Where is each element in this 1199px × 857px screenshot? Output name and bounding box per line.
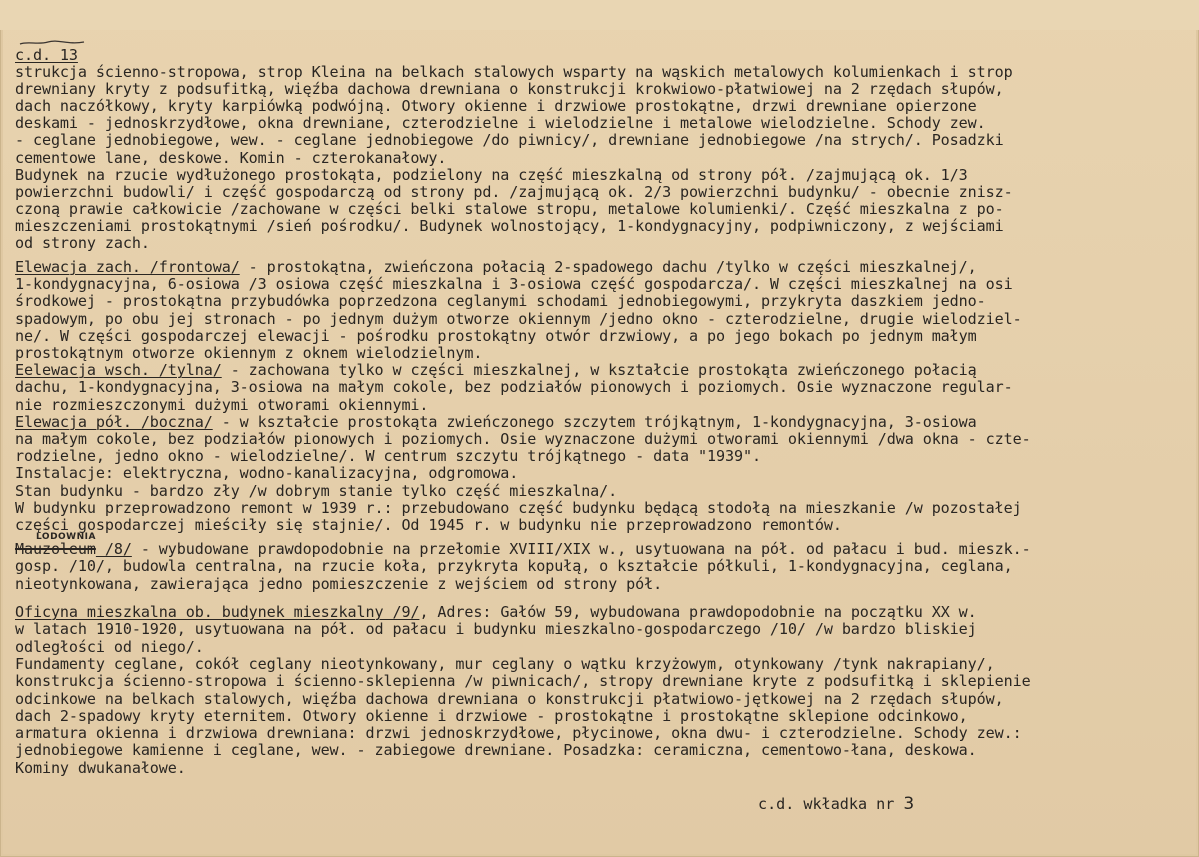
line-text: konstrukcja ścienno-stropowa i ścienno-sklepienna /w piwnicach/, stropy drewniane kryte z podsufitką i sklepienie — [15, 672, 1031, 691]
text-line — [15, 218, 1004, 235]
text-line — [15, 184, 1013, 201]
section-heading: Elewacja pół. /boczna/ — [15, 412, 213, 431]
text-line — [15, 742, 977, 759]
text-line — [15, 397, 428, 414]
line-text: drewniany kryty z podsufitką, więźba dachowa drewniana o konstrukcji krokwiowo-płatwiowej na 2 rzędach słupów, — [15, 80, 1004, 99]
line-text: dachu, 1-kondygnacyjna, 3-osiowa na małym cokole, bez podziałów pionowych i poziomych. Osie wyznaczone regular- — [15, 378, 1013, 397]
text-line — [15, 328, 977, 345]
text-line — [15, 431, 1031, 448]
text-line — [15, 760, 186, 777]
line-text: W budynku przeprowadzono remont w 1939 r.: przebudowano część budynku będącą stodołą na mieszkanie /w pozostałej — [15, 498, 1022, 517]
text-line — [15, 604, 977, 621]
text-line — [15, 115, 986, 132]
text-line — [15, 311, 1022, 328]
line-text: jednobiegowe kamienne i ceglane, wew. - zabiegowe drewniane. Posadzka: ceramiczna, cementowo-łana, deskowa. — [15, 741, 977, 760]
page-header: c.d. 13 — [15, 46, 78, 64]
text-line — [15, 621, 977, 638]
text-line — [15, 379, 1013, 396]
text-line — [15, 345, 482, 362]
text-line — [15, 517, 842, 534]
line-text: armatura okienna i drzwiowa drewniana: drzwi jednoskrzydłowe, płycinowe, okna dwu- i czterodzielne. Schody zew.: — [15, 724, 1022, 743]
text-line — [15, 558, 1013, 575]
text-line — [15, 150, 446, 167]
line-text: dach 2-spadowy kryty eternitem. Otwory okienne i drzwiowe - prostokątne i prostokątne sklepione odcinkowo, — [15, 706, 968, 725]
text-line — [15, 541, 1031, 558]
text-line — [15, 673, 1031, 690]
line-text: Stan budynku - bardzo zły /w dobrym stanie tylko część mieszkalna/. — [15, 481, 618, 500]
line-text: nie rozmieszczonymi dużymi otworami okiennymi. — [15, 395, 429, 414]
line-text: 1-kondygnacyjna, 6-osiowa /3 osiowa część mieszkalna i 3-osiowa część gospodarcza/. W części mieszkalnej na osi — [15, 275, 1013, 294]
line-text: spadowym, po obu jej stronach - po jednym dużym otworze okiennym /jedno okno - czterodzielne, drugie wielodziel- — [15, 309, 1022, 328]
text-line — [15, 362, 977, 379]
text-line — [15, 167, 968, 184]
line-text: - wybudowane prawdopodobnie na przełomie XVIII/XIX w., usytuowana na pół. od pałacu i bud. mieszk.- — [131, 540, 1031, 558]
text-line — [15, 691, 1004, 708]
line-text: części gospodarczej mieściły się stajnie/. Od 1945 r. w budynku nie przeprowadzono remontów. — [15, 516, 842, 534]
text-line — [15, 708, 968, 725]
section-heading: Elewacja zach. /frontowa/ — [15, 258, 240, 276]
section-heading: /8/ — [95, 540, 132, 558]
top-strip — [0, 0, 1199, 30]
line-text: prostokątnym otworze okiennym z oknem wielodzielnym. — [15, 344, 483, 362]
text-line — [15, 64, 1013, 81]
text-line — [15, 639, 204, 656]
text-line — [15, 276, 1013, 293]
footer — [758, 794, 914, 814]
line-text: odcinkowe na belkach stalowych, więźba dachowa drewniana o konstrukcji płatwiowo-jętkowej na 2 rzędach słupów, — [15, 689, 1004, 708]
footer-number: 3 — [903, 794, 915, 814]
section-heading: Oficyna mieszkalna ob. budynek mieszkalny /9/ — [15, 603, 420, 621]
line-text: dach naczółkowy, kryty karpiówką podwójną. Otwory okienne i drzwiowe prostokątne, drzwi drewniane opierzone — [15, 97, 977, 116]
line-text: - ceglane jednobiegowe, wew. - ceglane jednobiegowe /do piwnicy/, drewniane jednobiegowe /na strych/. Posadzki — [15, 131, 1004, 150]
line-text: Kominy dwukanałowe. — [15, 758, 186, 777]
line-text: deskami - jednoskrzydłowe, okna drewniane, czterodzielne i wielodzielne i metalowe wielodzielne. Schody zew. — [15, 114, 986, 133]
line-text: w latach 1910-1920, usytuowana na pół. od pałacu i budynku mieszkalno-gospodarczego /10/ /w bardzo bliskiej — [15, 620, 977, 639]
text-line — [15, 201, 1004, 218]
line-text: cementowe lane, deskowe. Komin - czterokanałowy. — [15, 148, 447, 167]
line-text: mieszczeniami prostokątnymi /sień pośrodku/. Budynek wolnostojący, 1-kondygnacyjny, podpiwniczony, z wejściami — [15, 216, 1004, 235]
handwritten-note: LODOWNIA — [36, 532, 96, 542]
text-line — [15, 132, 1004, 149]
line-text: gosp. /10/, budowla centralna, na rzucie koła, przykryta kopułą, o kształcie półkuli, 1-kondygnacyjna, ceglana, — [15, 557, 1013, 576]
text-line — [15, 725, 1022, 742]
text-line — [15, 465, 518, 482]
line-text: Budynek na rzucie wydłużonego prostokąta, podzielony na część mieszkalną od strony pół. /zajmującą ok. 1/3 — [15, 165, 968, 184]
line-text: powierzchni budowli/ i część gospodarczą od strony pd. /zajmującą ok. 2/3 powierzchni budynku/ - obecnie znisz- — [15, 182, 1013, 201]
line-text: czoną prawie całkowicie /zachowane w części belki stalowe stropu, metalowe kolumienki/. Część mieszkalna z po- — [15, 199, 1004, 218]
text-line — [15, 293, 986, 310]
text-line — [15, 448, 761, 465]
line-text: Instalacje: elektryczna, wodno-kanalizacyjna, odgromowa. — [15, 464, 519, 483]
line-text: - prostokątna, zwieńczona połacią 2-spadowego dachu /tylko w części mieszkalnej/, — [239, 258, 977, 276]
line-text: nieotynkowana, zawierająca jedno pomieszczenie z wejściem od strony pół. — [15, 574, 663, 593]
line-text: Fundamenty ceglane, cokół ceglany nieotynkowany, mur ceglany o wątku krzyżowym, otynkowany /tynk nakrapiany/, — [15, 654, 995, 673]
struck-word: Mauzoleum — [15, 540, 96, 558]
footer-label: c.d. wkładka nr — [758, 795, 895, 813]
text-line — [15, 500, 1022, 517]
text-line — [15, 414, 977, 431]
text-line — [15, 576, 662, 593]
line-text: na małym cokole, bez podziałów pionowych i poziomych. Osie wyznaczone dużymi otworami okiennymi /dwa okna - czte- — [15, 430, 1031, 448]
text-line — [15, 656, 995, 673]
text-line — [15, 235, 150, 252]
line-text: - w kształcie prostokąta zwieńczonego szczytem trójkątnym, 1-kondygnacyjna, 3-osiowa — [212, 412, 977, 431]
line-text: ne/. W części gospodarczej elewacji - pośrodku prostokątny otwór drzwiowy, a po jego bokach po jednym małym — [15, 326, 977, 345]
line-text: odległości od niego/. — [15, 637, 204, 656]
line-text: , Adres: Gałów 59, wybudowana prawdopodobnie na początku XX w. — [419, 603, 977, 621]
text-line — [15, 98, 977, 115]
line-text: od strony zach. — [15, 234, 150, 252]
line-text: rodzielne, jedno okno - wielodzielne/. W centrum szczytu trójkątnego - data "1939". — [15, 447, 761, 466]
line-text: - zachowana tylko w części mieszkalnej, w kształcie prostokąta zwieńczonego połacią — [221, 361, 977, 380]
text-line — [15, 81, 1004, 98]
line-text: strukcja ścienno-stropowa, strop Kleina na belkach stalowych wsparty na wąskich metalowych kolumienkach i strop — [15, 63, 1013, 81]
text-line — [15, 483, 617, 500]
text-line — [15, 259, 977, 276]
line-text: środkowej - prostokątna przybudówka poprzedzona ceglanymi schodami jednobiegowymi, przykryta daszkiem jedno- — [15, 292, 986, 311]
section-heading: Eelewacja wsch. /tylna/ — [15, 361, 222, 380]
